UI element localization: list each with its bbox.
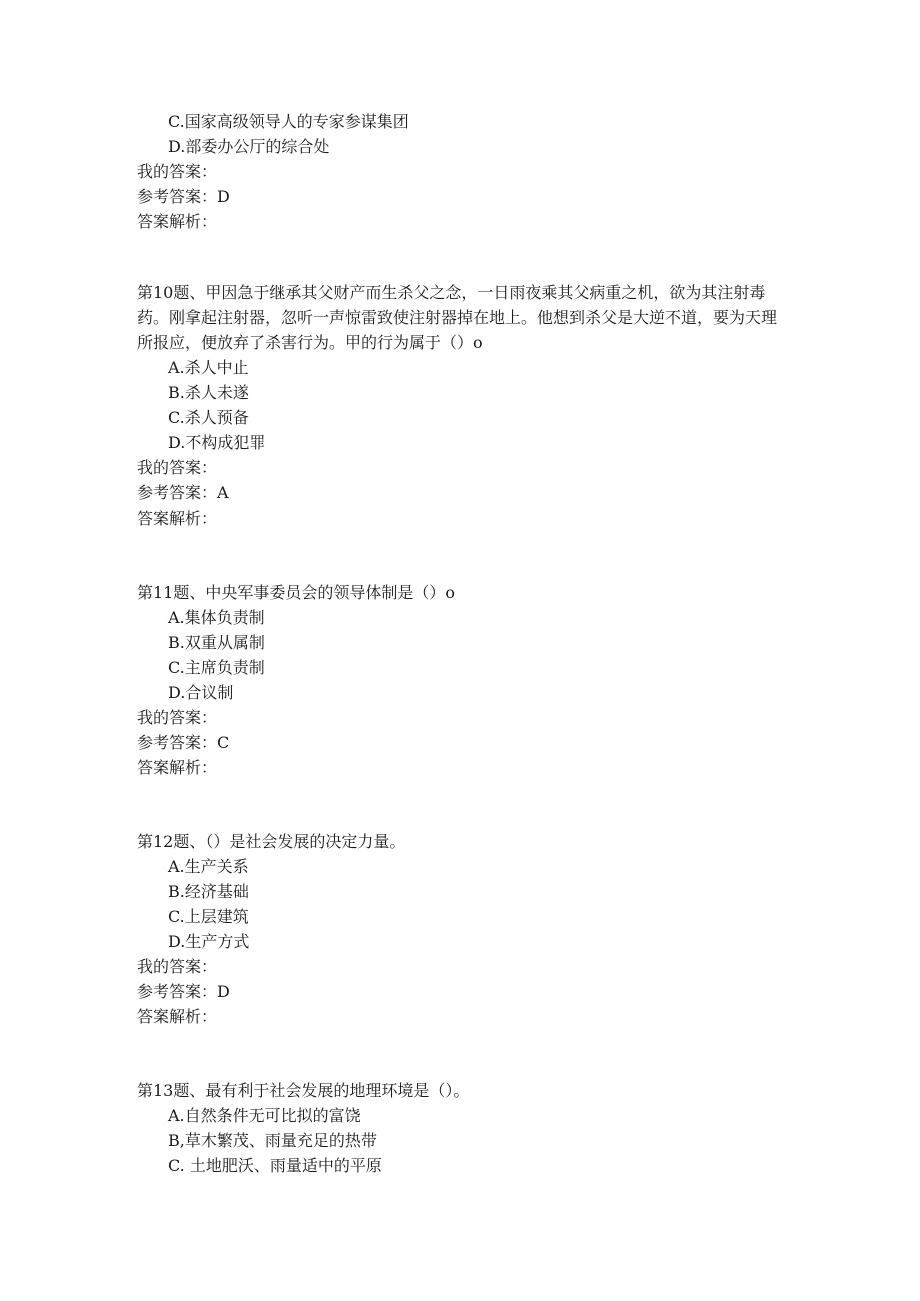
question-stem: 第12题、（）是社会发展的决定力量。 bbox=[137, 832, 406, 851]
option-c: C.杀人预备 bbox=[168, 408, 249, 427]
my-answer-label: 我的答案： bbox=[137, 458, 218, 477]
reference-answer: 参考答案：A bbox=[137, 483, 229, 502]
option-d: D.部委办公厅的综合处 bbox=[168, 137, 330, 156]
answer-analysis-label: 答案解析： bbox=[137, 1007, 218, 1026]
option-a: A.集体负责制 bbox=[168, 608, 265, 627]
question-stem: 第13题、最有利于社会发展的地理环境是（）。 bbox=[137, 1081, 470, 1100]
my-answer-label: 我的答案： bbox=[137, 162, 218, 181]
my-answer-label: 我的答案： bbox=[137, 708, 218, 727]
option-b: B,草木繁茂、雨量充足的热带 bbox=[168, 1131, 377, 1150]
option-c: C.国家高级领导人的专家参谋集团 bbox=[168, 112, 409, 131]
option-a: A.杀人中止 bbox=[168, 358, 249, 377]
option-b: B.杀人未遂 bbox=[168, 383, 249, 402]
option-a: A.生产关系 bbox=[168, 857, 249, 876]
option-c: C.主席负责制 bbox=[168, 658, 265, 677]
question-stem: 第11题、中央军事委员会的领导体制是（）o bbox=[137, 583, 455, 602]
option-b: B.经济基础 bbox=[168, 882, 249, 901]
option-b: B.双重从属制 bbox=[168, 633, 265, 652]
reference-answer: 参考答案：D bbox=[137, 187, 230, 206]
answer-analysis-label: 答案解析： bbox=[137, 212, 218, 231]
option-c: C. 土地肥沃、雨量适中的平原 bbox=[168, 1156, 382, 1175]
answer-analysis-label: 答案解析： bbox=[137, 509, 218, 528]
option-d: D.不构成犯罪 bbox=[168, 433, 266, 452]
reference-answer: 参考答案：C bbox=[137, 733, 230, 752]
answer-analysis-label: 答案解析： bbox=[137, 758, 218, 777]
option-a: A.自然条件无可比拟的富饶 bbox=[168, 1106, 361, 1125]
my-answer-label: 我的答案： bbox=[137, 957, 218, 976]
option-d: D.生产方式 bbox=[168, 932, 250, 951]
question-stem: 第10题、甲因急于继承其父财产而生杀父之念，一日雨夜乘其父病重之机，欲为其注射毒药。刚拿起注射器，忽听一声惊雷致使注射器掉在地上。他想到杀父是大逆不道，要为天理所报应，便放弃了杀害行为。甲的行为属于（）o bbox=[137, 283, 778, 352]
reference-answer: 参考答案：D bbox=[137, 982, 230, 1001]
option-c: C.上层建筑 bbox=[168, 907, 249, 926]
option-d: D.合议制 bbox=[168, 683, 234, 702]
